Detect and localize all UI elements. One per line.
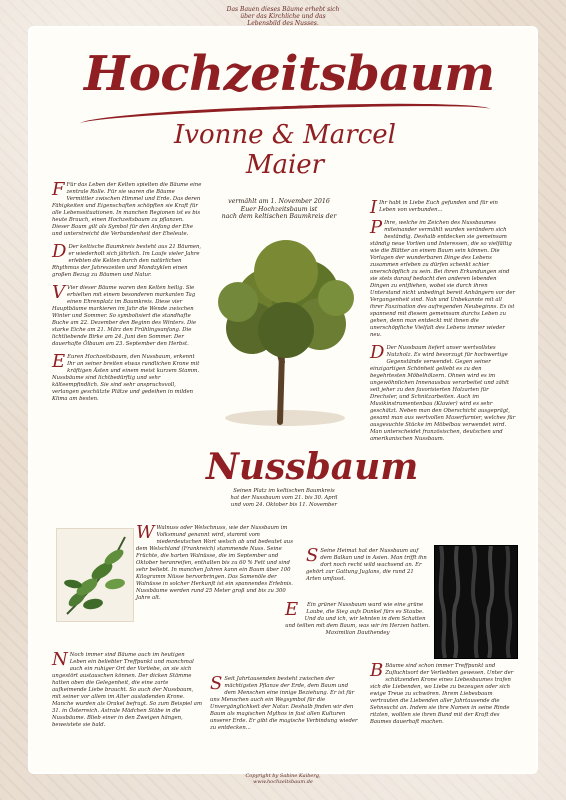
left-column-bottom: N Noch immer sind Bäume auch im heutigen Leben ein beliebter Treffpunkt und manchmal auch ein ruhiger Ort der Vorliebe, an sie sich ungestört austauschen können. Der dicken Stämme hatten oben die Gelegenheit, die eine zarte aufkeimende Liebe braucht. So auch der Nussbaum, mit seiner vor allem im Alter ausladenden Krone. Manche wurden als Orakel befragt. So zum Beispiel am 31. in Österreich. Astrale Mädchen Stäbe in die Nussbäume. Blieb einer in den Zweigen hängen, beweistete sie bald. (52, 649, 202, 728)
drop-cap-f: F (52, 179, 65, 200)
top-quote: Das Bauen dieses Bäume erhebt sich über das Kirchliche und das Lebensbild des Nusses. (226, 6, 340, 27)
document-title: Hochzeitsbaum (84, 46, 495, 102)
couple-names: Ivonne & Marcel Maier (174, 120, 396, 180)
drop-cap-d2: D (370, 342, 385, 363)
walnut-tree-illustration (200, 232, 370, 432)
drop-cap-e2: E (285, 599, 299, 620)
drop-cap-p: P (370, 217, 383, 238)
drop-cap-e: E (52, 351, 66, 372)
center-bottom-text: S Seit Jahrtausenden besteht zwischen der mächtigsten Pflanze der Erde, dem Baum und dem Menschen eine innige Beziehung. Er ist für uns Menschen auch ein Wegsymbol für die Unvergänglichkeit der Natur. Deshalb finden wir den Baum als magischen Mythos in fast allen Kulturen unserer Erde. Er gibt die magische Verbindung wieder zu entdecken... (210, 673, 358, 731)
walnut-leaf-image (56, 528, 134, 622)
drop-cap-d: D (52, 241, 67, 262)
right-column-home: S Seine Heimat hat der Nussbaum auf dem Balkan und in Asien. Man trifft ihn dort noch recht wild wachsend an. Er gehört zur Gattung Juglans, die rund 21 Arten umfasst. (306, 545, 427, 582)
walnut-bark-image (434, 545, 518, 659)
drop-cap-n: N (52, 649, 68, 670)
copyright-footer: Copyright by Sabine Kaiberg, www.hochzeitsbaum.de (245, 773, 321, 785)
marriage-info: vermählt am 1. November 2016 Euer Hochzeitsbaum ist nach dem keltischen Baumkreis der (221, 198, 337, 221)
drop-cap-s2: S (210, 673, 223, 694)
poem: E Ein grüner Nussbaum ward wie eine grüne Laube, die Sieg aufs Dunkel fürs es Staube. Und da und ich, wir lehnten in dem Schatten und teilten mit dem Baum, was wir im Herzen hatten. Maximilian Dauthendey (285, 599, 430, 636)
drop-cap-i: I (370, 197, 378, 218)
tree-name: Nussbaum (206, 446, 419, 488)
left-column-mid: W Walnuss oder Welschnuss, wie der Nussbaum im Volksmund genannt wird, stammt vom niederdeutschen Wort welsch ab und bedeutet aus dem Welschland (Frankreich) stammende Nuss. Seine Früchte, die harten Walnüsse, die im September und Oktober heranreifen, enthalten bis zu 60 % Fett und sind sehr beliebt. In manchen Jahren kann ein Baum über 100 Kilogramm Nüsse hervorbringen. Das Samenöle der Walnüsse in solcher Herkunft ist ein spannendes Erlebnis. Nussbäume werden rund 25 Meter groß und bis zu 300 Jahre alt. (136, 522, 293, 601)
left-column-top: F Für das Leben der Kelten spielten die Bäume eine zentrale Rolle. Für sie waren die Bäume Vermittler zwischen Himmel und Erde. Das deren Fähigkeiten und Eigenschaften schöpften sie Kraft für alle Lebenssituationen. In manchen Regionen ist es bis heute Brauch, einen Hochzeitsbaum zu pflanzen. Dieser Baum gilt als Symbol für den Anfang der Ehe und unterstreicht die Verbundenheit der Eheleute. D Der keltische Baumkreis besteht aus 21 Bäumen, er wiederholt sich jährlich. Im Laufe vieler Jahre erlebten die Kelten durch den natürlichen Rhythmus der Jahreszeiten und Mondzyklen einen großen Bezug zu Bäumen und Natur. V Vier dieser Bäume waren den Kelten heilig. Sie erhielten mit einem besonderen markanten Tag einen Ehrenplatz im Baumkreis. Diese vier Hauptbäume markieren im Jahr die Wende zwischen Winter und Sommer. So symbolisiert die standhafte Buche am 22. Dezember den Beginn des Winters. Die starke Eiche am 21. März den Frühlingsanfang. Die lichtliebende Birke am 24. Juni den Sommer. Der dauerhafte Ölbaum am 23. September den Herbst. E Euren Hochzeitsbaum, den Nussbaum, erkennt Ihr an seiner breiten etwas rundlichen Krone mit kräftigen Ästen und einem meist kurzem Stamm. Nussbäume sind lichtbedürftig und sehr kälteempfindlich. Sie sind sehr anspruchsvoll, verlangen geschützte Plätze und gedeihen in milden Klima am besten. (52, 179, 202, 402)
drop-cap-b: B (370, 660, 384, 681)
right-column-bottom: B Bäume sind schon immer Treffpunkt und Zufluchtsort der Verliebten gewesen. Unter der schützenden Krone eines Liebesbaumes trafen sich die Liebenden, wo Liebe zu bezeugen oder sich ewige Treue zu schwören. Ihrem Liebesbaum vertrauten die Liebenden aller Jahrtausende die Sehnsucht an. Indem sie ihre Namen in seine Rinde ritzten, wollten sie ihren Bund mit der Kraft des Baumes dauerhaft machen. (370, 660, 514, 725)
tree-dates: Seinen Platz im keltischen Baumkreis hat der Nussbaum vom 21. bis 30. April und vom 24. Oktober bis 11. November (230, 488, 338, 508)
drop-cap-s: S (306, 545, 319, 566)
right-column-top: I Ihr habt in Liebe Euch gefunden und für ein Leben von verbunden... P Ihre, welche im Zeichen des Nussbaumes miteinander vermählt wurden verändern sich beständig. Deshalb entdecken sie gemeinsam ständig neue Vorlien und Interessen, die so vielfältig wie die Blätter an einem Baum sein können. Die Vorlagen der wunderbaren Dinge des Lebens zusammen erleben zu dürfen schenkt schier unerschöpflich zu sein. Bei ihren Erkundungen sind sie stets darauf bedacht den anderen lebenden Dingen zu entfliehen, wobei sie durch ihren Unterstand nicht unbedingt bereit Anhängern vor der Vergangenheit sind. Nah und Unbekannte mit all ihrer Faszination des aufregenden Neubeginns. Es ist spannend mit diesem gemeinsam durchs Leben zu gehen, denn man entdeckt mit ihnen die unerschöpfliche Vielfalt des Lebens immer wieder neu. D Der Nussbaum liefert unser wertvollstes Nutzholz. Es wird bevorzugt für hochwertige Gegenstände verwendet. Gegen seiner einzigartigen Schönheit geliebt es zu den begehrtesten Möbelhölzern. Ohnen wird es im ungewöhnlichen Innenausbau verarbeitet und zählt seit jeher zu den favorisierten Holzarten für Drechsler, und Schnitzarbeiten. Auch im Musikinstrumentenbau (Klavier) wird es sehr geschätzt. Neben man den Oberschicht ausgeprägt, gesamt man aus wertvollen Maserfurnier, welches für ausgesuchte Stücke im Möbelbau verwendet wird. Man unterscheidet französischen, deutschen und amerikanischen Nussbaum. (370, 197, 516, 442)
drop-cap-w: W (136, 522, 155, 543)
drop-cap-v: V (52, 282, 65, 303)
